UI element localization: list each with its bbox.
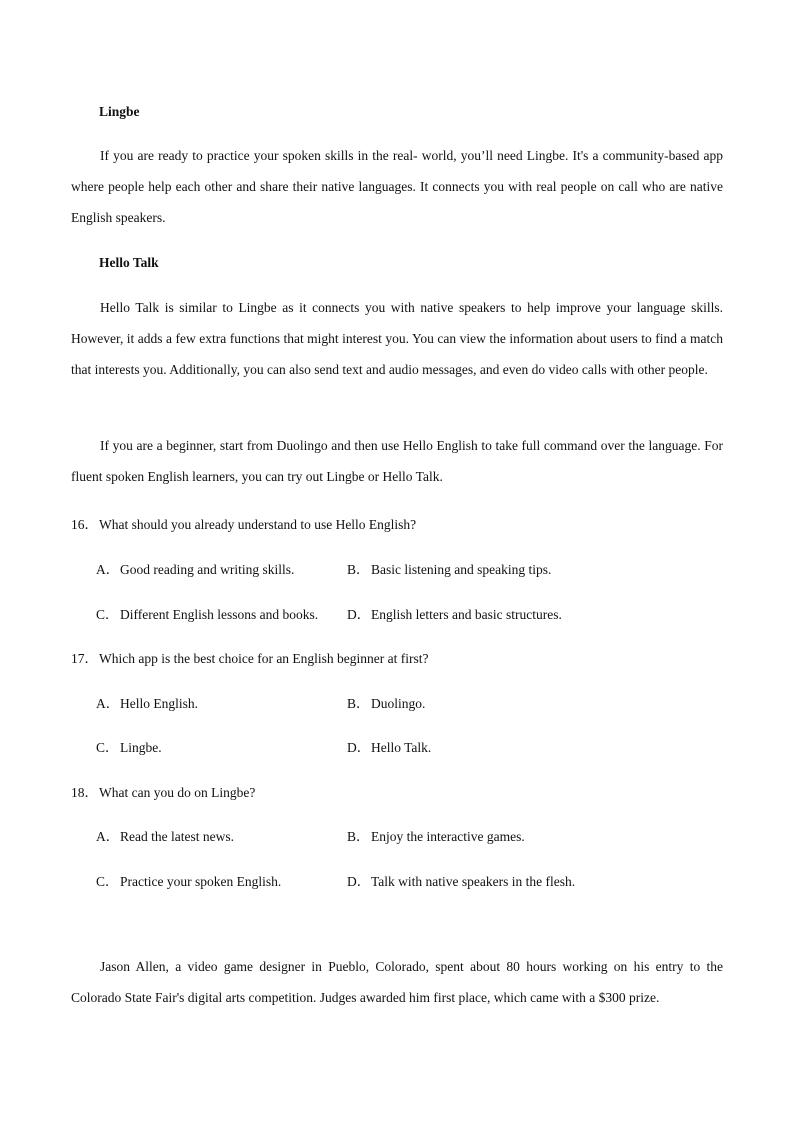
section-paragraph-hello-talk: Hello Talk is similar to Lingbe as it connects you with native speakers to help improve your language skills. However, it adds a few extra functions that might interest you. You can view the information about users to find a match that interests you. Additionally, you can also send text and audio messages, and even do video calls with other people.: [71, 300, 723, 377]
option-letter: C．: [96, 740, 119, 755]
option-text: Lingbe.: [120, 740, 162, 755]
option-letter: C．: [96, 607, 119, 622]
option-text: Hello English.: [120, 696, 198, 711]
question-18: [71, 781, 255, 801]
option-18-b[interactable]: [347, 825, 525, 845]
option-18-a[interactable]: [96, 825, 234, 845]
question-text: What should you already understand to use Hello English?: [99, 517, 417, 532]
option-text: Practice your spoken English.: [120, 874, 282, 889]
section-paragraph-lingbe: If you are ready to practice your spoken skills in the real- world, you’ll need Lingbe. It's a community-based app where people help each other and share their native languages. It connects you with real people on call who are native English speakers.: [71, 148, 723, 225]
question-text: Which app is the best choice for an English beginner at first?: [99, 651, 429, 666]
option-letter: D．: [347, 874, 371, 889]
option-text: Duolingo.: [371, 696, 426, 711]
option-16-b[interactable]: [347, 558, 551, 578]
question-17: [71, 647, 429, 667]
option-17-b[interactable]: [347, 692, 425, 712]
option-17-d[interactable]: [347, 736, 431, 756]
summary-paragraph: If you are a beginner, start from Duolingo and then use Hello English to take full command over the language. For fluent spoken English learners, you can try out Lingbe or Hello Talk.: [71, 438, 723, 484]
question-number: 17．: [71, 651, 98, 666]
section-heading-lingbe: Lingbe: [99, 104, 140, 119]
option-letter: B．: [347, 562, 370, 577]
option-letter: D．: [347, 740, 371, 755]
option-letter: B．: [347, 829, 370, 844]
section-heading-hello-talk: Hello Talk: [99, 255, 159, 270]
option-letter: C．: [96, 874, 119, 889]
option-text: Read the latest news.: [120, 829, 234, 844]
option-letter: A．: [96, 562, 120, 577]
option-text: Talk with native speakers in the flesh.: [371, 874, 576, 889]
option-17-a[interactable]: [96, 692, 198, 712]
option-letter: A．: [96, 829, 120, 844]
question-text: What can you do on Lingbe?: [99, 785, 256, 800]
option-18-c[interactable]: [96, 870, 281, 890]
option-letter: A．: [96, 696, 120, 711]
option-text: Good reading and writing skills.: [120, 562, 295, 577]
option-text: Different English lessons and books.: [120, 607, 319, 622]
option-text: Enjoy the interactive games.: [371, 829, 525, 844]
option-16-a[interactable]: [96, 558, 294, 578]
option-18-d[interactable]: [347, 870, 575, 890]
option-16-c[interactable]: [96, 603, 318, 623]
option-text: Basic listening and speaking tips.: [371, 562, 552, 577]
option-17-c[interactable]: [96, 736, 162, 756]
option-letter: B．: [347, 696, 370, 711]
option-text: Hello Talk.: [371, 740, 432, 755]
question-number: 16．: [71, 517, 98, 532]
option-16-d[interactable]: [347, 603, 562, 623]
option-text: English letters and basic structures.: [371, 607, 562, 622]
option-letter: D．: [347, 607, 371, 622]
question-number: 18．: [71, 785, 98, 800]
next-passage-paragraph: Jason Allen, a video game designer in Pueblo, Colorado, spent about 80 hours working on his entry to the Colorado State Fair's digital arts competition. Judges awarded him first place, which came with a $300 prize.: [71, 959, 723, 1005]
question-16: [71, 513, 416, 533]
